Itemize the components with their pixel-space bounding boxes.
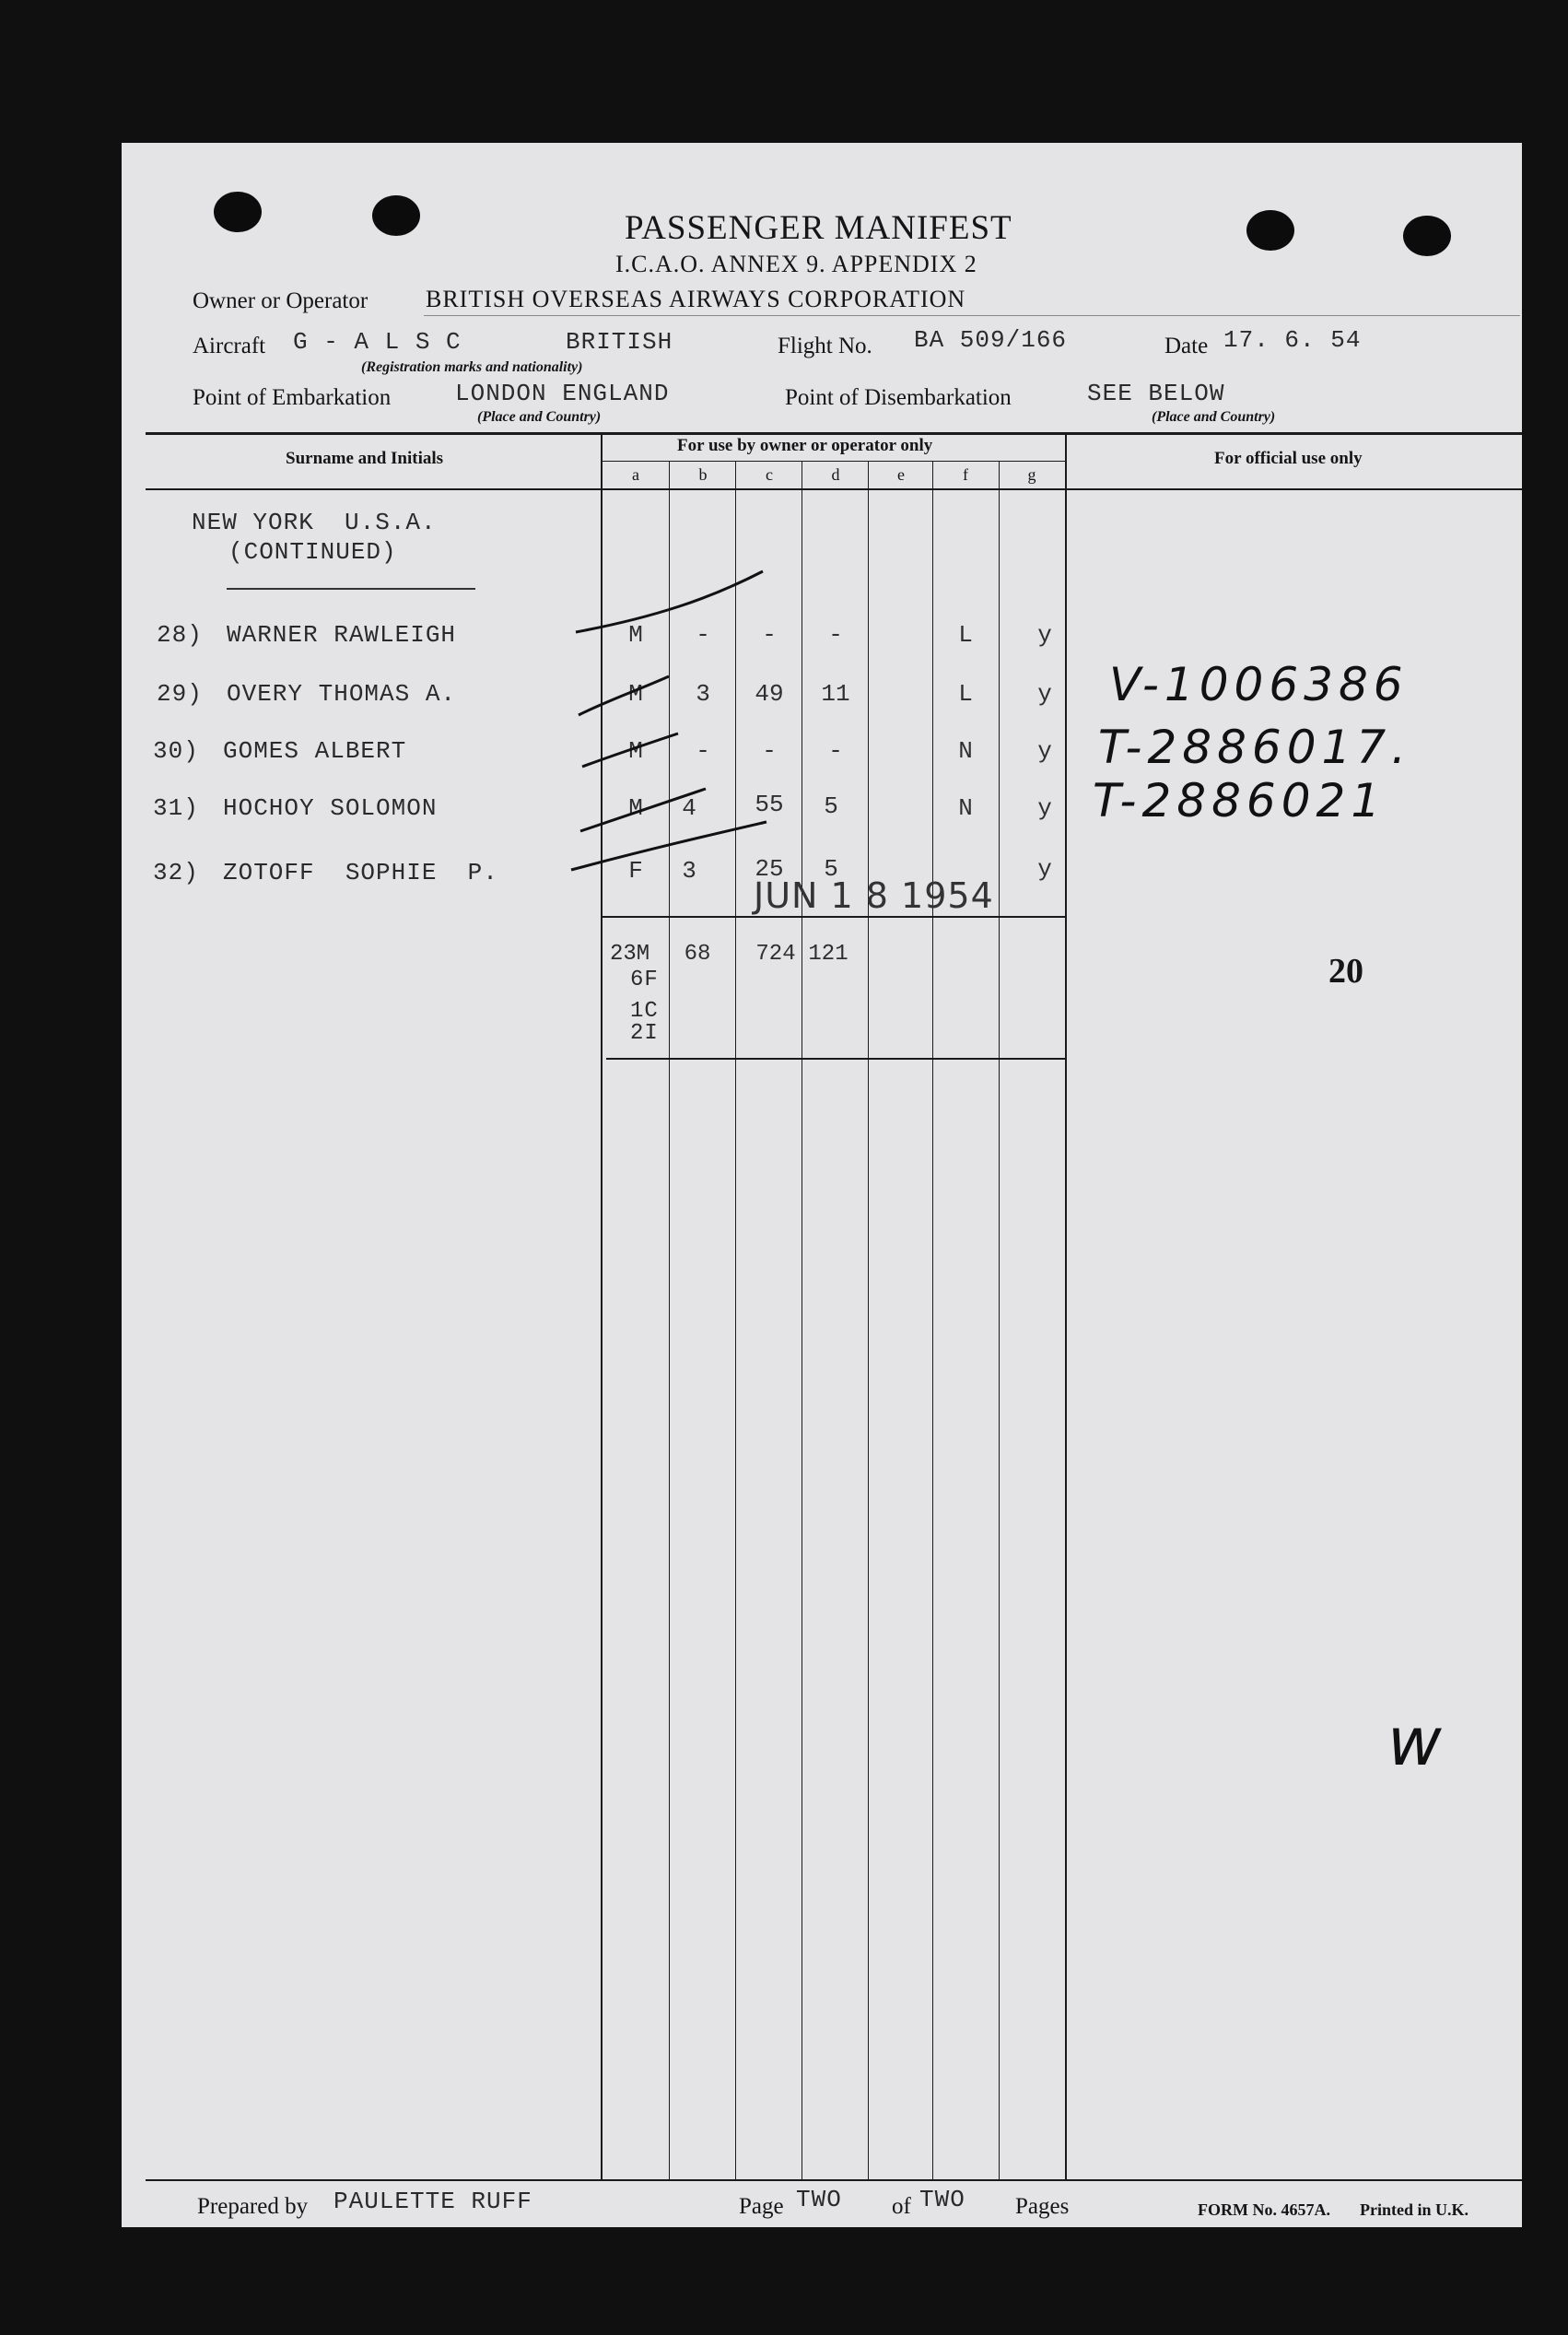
cell-b: 4 [682,794,696,822]
row-number: 31) [153,794,199,822]
total-b: 68 [684,942,711,967]
col-divider-f [932,461,933,2179]
cell-b: 3 [682,857,696,885]
passenger-name: HOCHOY SOLOMON [223,794,438,822]
cell-a: M [628,621,643,649]
cell-a: M [628,680,643,708]
cell-f: N [958,737,973,765]
cell-d: - [828,621,843,649]
of-value: TWO [919,2186,965,2213]
col-header-e: e [897,465,905,484]
table-bottom-rule [146,2179,1522,2181]
embarkation-note: (Place and Country) [477,409,602,425]
cell-c: 49 [755,680,784,708]
col-divider-g [999,461,1000,2179]
passenger-name: ZOTOFF SOPHIE P. [223,859,498,886]
printed-in: Printed in U.K. [1360,2200,1469,2219]
total-a-child: 1C [630,999,659,1024]
passenger-count: 20 [1328,952,1363,991]
date-value: 17. 6. 54 [1223,326,1362,354]
col-divider-e [868,461,869,2179]
table-top-rule [146,432,1522,435]
embarkation-value: LONDON ENGLAND [455,380,670,407]
cell-d: 5 [824,792,838,820]
col-header-f: f [963,465,968,484]
cell-c: - [762,621,777,649]
cell-c: 25 [755,855,784,883]
table-header-rule [146,488,1522,490]
flight-label: Flight No. [778,334,872,358]
aircraft-value: G - A L S C [293,328,462,356]
section-continued: (CONTINUED) [228,538,397,566]
section-destination: NEW YORK U.S.A. [192,509,437,536]
disembarkation-value: SEE BELOW [1087,380,1225,407]
cell-a: M [628,737,643,765]
page-value: TWO [796,2186,842,2213]
cell-g: y [1037,621,1052,649]
cell-d: 5 [824,855,838,883]
cell-a: M [628,794,643,822]
registration-note: (Registration marks and nationality) [361,359,583,375]
cell-a: F [628,857,643,885]
row-number: 32) [153,859,199,886]
col-header-g: g [1027,465,1036,484]
date-label: Date [1164,334,1209,358]
col-header-d: d [831,465,840,484]
total-a-female: 6F [630,968,659,992]
punch-hole-left-1 [214,192,262,232]
aircraft-label: Aircraft [193,334,266,358]
col-header-a: a [632,465,639,484]
prepared-by-value: PAULETTE RUFF [333,2188,532,2215]
page-label: Page [739,2194,784,2219]
total-d: 121 [808,942,848,967]
cell-g: y [1037,855,1052,883]
cell-b: - [696,737,710,765]
section-underline [227,588,475,590]
cell-f: N [958,794,973,822]
form-number: FORM No. 4657A. [1198,2200,1330,2219]
cell-d: 11 [821,680,850,708]
cell-f: L [958,621,973,649]
total-c: 724 [755,942,796,967]
form-title: PASSENGER MANIFEST [625,209,1012,247]
totals-top-rule [601,916,1067,918]
official-header: For official use only [1214,449,1363,468]
col-header-b: b [698,465,708,484]
punch-hole-right-2 [1403,216,1451,256]
date-received-stamp: JUN 1 8 1954 [754,875,994,916]
row-number: 30) [153,737,199,765]
surname-header: Surname and Initials [286,449,444,468]
row-number: 29) [157,680,203,708]
cell-d: - [828,737,843,765]
total-a-infant: 2I [630,1021,659,1046]
strike-through-marks [553,553,792,885]
totals-bottom-rule [606,1058,1067,1060]
form-subtitle: I.C.A.O. ANNEX 9. APPENDIX 2 [615,251,977,277]
visa-number-1: V-1006386 [1109,658,1409,711]
official-initials: w [1387,1703,1447,1780]
prepared-by-label: Prepared by [197,2194,309,2219]
punch-hole-left-2 [372,195,420,236]
nationality-value: BRITISH [566,328,673,356]
operator-header: For use by owner or operator only [677,436,933,455]
cell-g: y [1037,680,1052,708]
total-a-male: 23M [610,942,650,967]
disembarkation-note: (Place and Country) [1152,409,1276,425]
disembarkation-label: Point of Disembarkation [785,385,1012,410]
row-number: 28) [157,621,203,649]
cell-g: y [1037,794,1052,822]
cell-b: - [696,621,710,649]
owner-label: Owner or Operator [193,288,369,313]
owner-value: BRITISH OVERSEAS AIRWAYS CORPORATION [426,286,966,312]
embarkation-label: Point of Embarkation [193,385,392,410]
cell-b: 3 [696,680,710,708]
visa-number-3: T-2886021 [1093,774,1387,827]
cell-c: 55 [755,791,784,818]
pages-label: Pages [1015,2194,1070,2219]
passenger-name: WARNER RAWLEIGH [227,621,457,649]
owner-dotted-line [424,315,1520,316]
cell-g: y [1037,737,1052,765]
passenger-name: OVERY THOMAS A. [227,680,457,708]
cell-c: - [762,737,777,765]
punch-hole-right-1 [1246,210,1294,251]
cell-f: L [958,680,973,708]
of-label: of [892,2194,911,2219]
flight-value: BA 509/166 [914,326,1068,354]
col-header-c: c [766,465,773,484]
operator-header-rule [601,461,1067,462]
passenger-name: GOMES ALBERT [223,737,407,765]
visa-number-2: T-2886017. [1098,721,1412,774]
